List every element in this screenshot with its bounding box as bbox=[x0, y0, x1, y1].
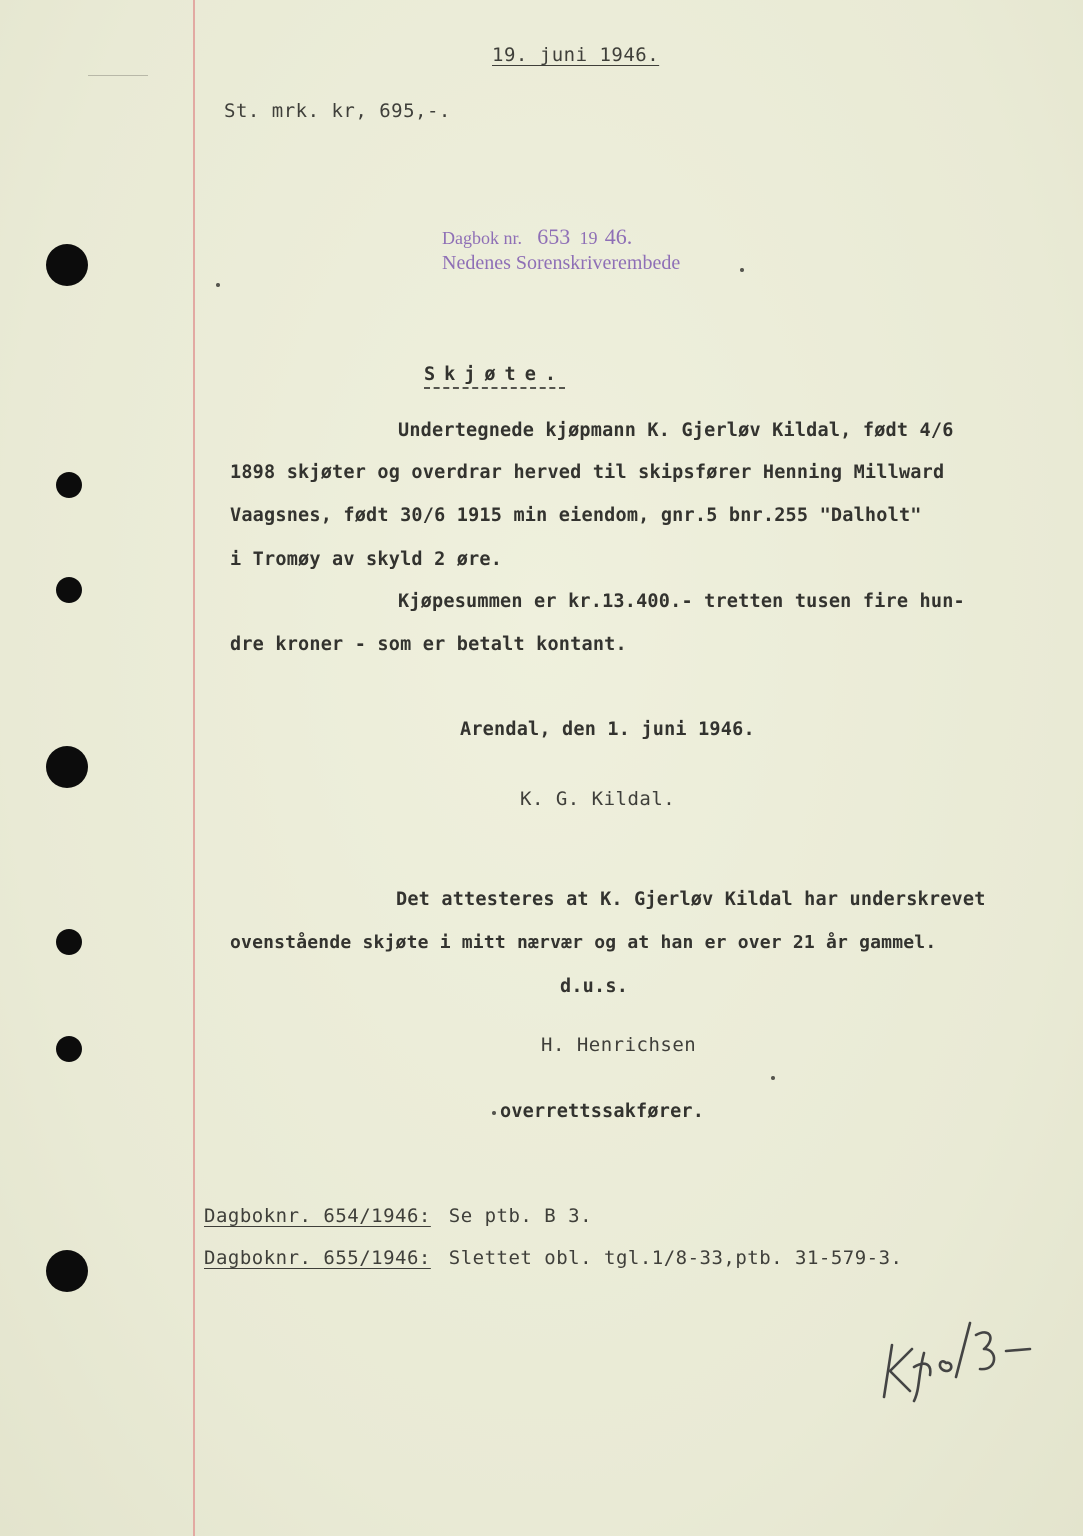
stamp-year-prefix: 19 bbox=[579, 228, 598, 248]
deed-line: 1898 skjøter og overdrar herved til skipsfører Henning Millward bbox=[230, 462, 945, 483]
entry-ref: Dagboknr. 655/1946: bbox=[204, 1247, 431, 1269]
punch-hole bbox=[46, 244, 88, 286]
stamp-number: 653 bbox=[537, 224, 571, 249]
deed-line: dre kroner - som er betalt kontant. bbox=[230, 634, 627, 655]
entry-text: Slettet obl. tgl.1/8-33,ptb. 31-579-3. bbox=[448, 1247, 903, 1269]
deed-line: Kjøpesummen er kr.13.400.- tretten tusen fire hun- bbox=[398, 591, 965, 612]
registry-stamp-line2: Nedenes Sorenskriverembede bbox=[442, 252, 681, 274]
punch-hole bbox=[46, 746, 88, 788]
deed-signature: K. G. Kildal. bbox=[520, 788, 676, 810]
ink-speck bbox=[492, 1111, 496, 1115]
handwritten-note bbox=[880, 1305, 1040, 1405]
attestation-line: Det attesteres at K. Gjerløv Kildal har underskrevet bbox=[396, 889, 986, 910]
deed-line: Undertegnede kjøpmann K. Gjerløv Kildal, født 4/6 bbox=[398, 420, 954, 441]
deed-line: i Tromøy av skyld 2 øre. bbox=[230, 549, 503, 570]
punch-hole bbox=[56, 472, 82, 498]
margin-rule bbox=[193, 0, 195, 1536]
punch-hole bbox=[56, 929, 82, 955]
document-date: 19. juni 1946. bbox=[492, 44, 660, 66]
ink-speck bbox=[740, 268, 744, 272]
deed-line: Vaagsnes, født 30/6 1915 min eiendom, gnr.5 bnr.255 "Dalholt" bbox=[230, 505, 922, 526]
ink-speck bbox=[771, 1076, 775, 1080]
attestation-abbrev: d.u.s. bbox=[560, 976, 629, 997]
attestation-name: H. Henrichsen bbox=[541, 1034, 697, 1056]
punch-hole bbox=[56, 577, 82, 603]
pencil-mark bbox=[88, 75, 148, 76]
deed-title: Skjøte. bbox=[424, 364, 565, 389]
registry-entry-654 bbox=[204, 1205, 592, 1227]
registry-stamp-line1 bbox=[442, 224, 632, 250]
attestation-line: ovenstående skjøte i mitt nærvær og at han er over 21 år gammel. bbox=[230, 932, 937, 953]
ink-speck bbox=[216, 283, 220, 287]
entry-ref: Dagboknr. 654/1946: bbox=[204, 1205, 431, 1227]
stamp-duty-note: St. mrk. kr, 695,-. bbox=[224, 100, 451, 122]
stamp-label: Dagbok nr. bbox=[442, 228, 522, 248]
stamp-year-suffix: 46. bbox=[604, 224, 633, 249]
entry-text: Se ptb. B 3. bbox=[448, 1205, 593, 1227]
punch-hole bbox=[46, 1250, 88, 1292]
punch-hole bbox=[56, 1036, 82, 1062]
attestation-title: overrettssakfører. bbox=[500, 1101, 705, 1122]
registry-entry-655 bbox=[204, 1247, 902, 1269]
deed-place-date: Arendal, den 1. juni 1946. bbox=[460, 719, 755, 740]
